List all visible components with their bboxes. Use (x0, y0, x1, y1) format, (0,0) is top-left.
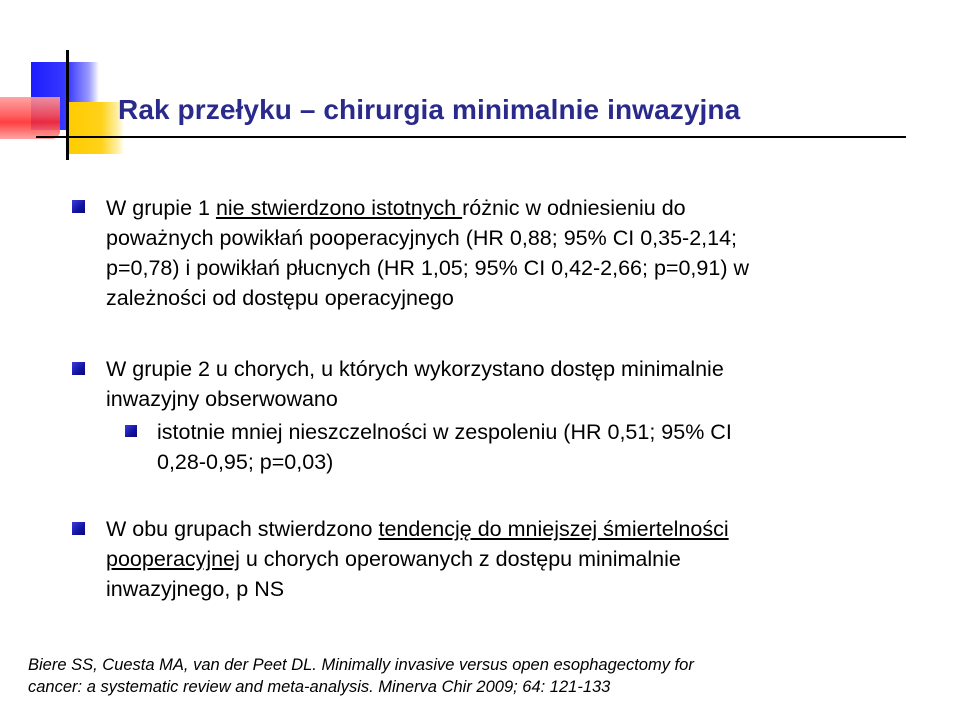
sub-bullet-marker-icon (125, 425, 137, 437)
bullet-marker-icon (72, 362, 85, 375)
bullet-3-line-2: pooperacyjnej u chorych operowanych z dostępu minimalnie (106, 547, 681, 571)
bullet-3-line-1: W obu grupach stwierdzono tendencję do mniejszej śmiertelności (106, 517, 729, 541)
bullet-marker-icon (72, 522, 85, 535)
sub-bullet-line-1: istotnie mniej nieszczelności w zespoleniu (HR 0,51; 95% CI (157, 420, 732, 444)
decor-yellow-square (68, 102, 124, 154)
bullet-3-line-3: inwazyjnego, p NS (106, 577, 285, 601)
bullet-2-line-2: inwazyjny obserwowano (106, 387, 338, 411)
bullet-2-line-1: W grupie 2 u chorych, u których wykorzystano dostęp minimalnie (106, 357, 724, 381)
bullet-1-line-2: poważnych powikłań pooperacyjnych (HR 0,88; 95% CI 0,35-2,14; (106, 226, 738, 250)
bullet-2-text (106, 354, 724, 414)
sub-bullet-line-2: 0,28-0,95; p=0,03) (157, 450, 334, 474)
decor-horizontal-line (36, 136, 906, 138)
decor-vertical-line (66, 50, 69, 160)
bullet-1-line-1: W grupie 1 nie stwierdzono istotnych różnic w odniesieniu do (106, 196, 686, 220)
bullet-1-line-4: zależności od dostępu operacyjnego (106, 286, 454, 310)
citation-line-1: Biere SS, Cuesta MA, van der Peet DL. Minimally invasive versus open esophagectomy for (28, 656, 694, 674)
sub-bullet-text (157, 417, 732, 477)
bullet-1-text (106, 193, 749, 313)
bullet-marker-icon (72, 200, 85, 213)
bullet-1-line-3: p=0,78) i powikłań płucnych (HR 1,05; 95% CI 0,42-2,66; p=0,91) w (106, 256, 749, 280)
bullet-3-text (106, 514, 729, 604)
citation (28, 654, 694, 698)
slide-title: Rak przełyku – chirurgia minimalnie inwazyjna (118, 94, 741, 125)
decor-red-square (0, 97, 60, 139)
citation-line-2: cancer: a systematic review and meta-analysis. Minerva Chir 2009; 64: 121-133 (28, 678, 611, 696)
